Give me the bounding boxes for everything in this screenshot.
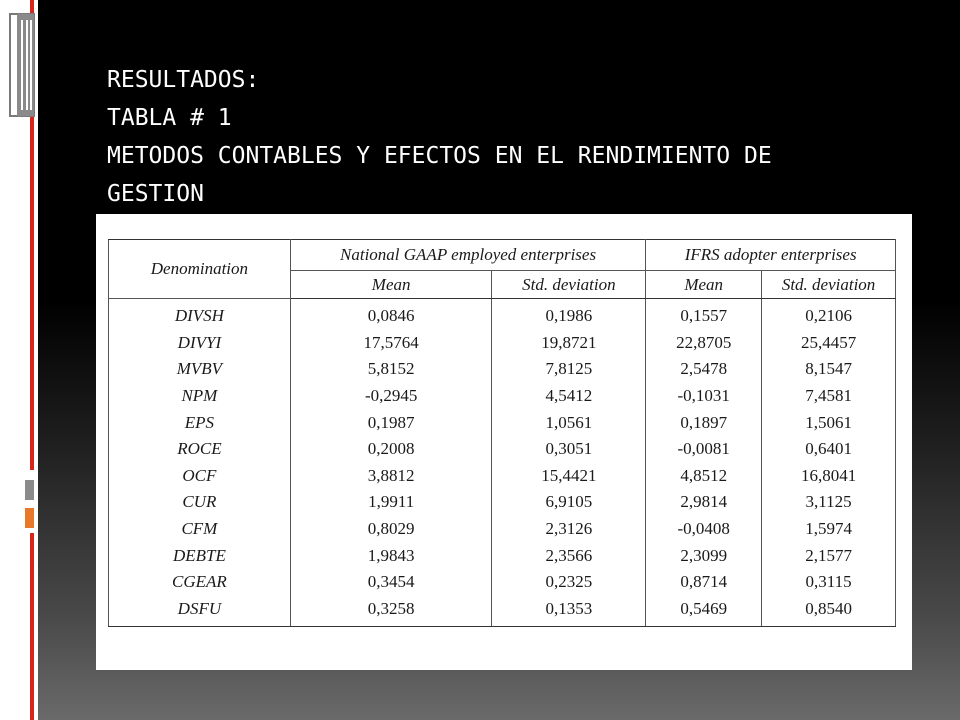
row-national-mean: 0,2008 — [290, 436, 492, 463]
document-stack-icon — [8, 10, 38, 120]
table-row — [109, 596, 896, 627]
row-denomination: DIVYI — [109, 330, 291, 357]
row-national-std: 6,9105 — [492, 489, 646, 516]
table-row — [109, 542, 896, 569]
slide-title — [107, 61, 907, 213]
row-ifrs-mean: 2,9814 — [646, 489, 762, 516]
row-national-mean: 3,8812 — [290, 463, 492, 490]
strip-gap — [30, 528, 34, 533]
row-ifrs-std: 1,5061 — [762, 409, 896, 436]
row-national-mean: 0,8029 — [290, 516, 492, 543]
row-ifrs-mean: 2,5478 — [646, 356, 762, 383]
row-national-std: 15,4421 — [492, 463, 646, 490]
row-national-mean: 0,0846 — [290, 299, 492, 330]
title-line-2: TABLA # 1 — [107, 105, 232, 131]
row-denomination: DIVSH — [109, 299, 291, 330]
row-denomination: CGEAR — [109, 569, 291, 596]
row-national-mean: 0,3454 — [290, 569, 492, 596]
row-national-std: 4,5412 — [492, 383, 646, 410]
table-row — [109, 356, 896, 383]
row-ifrs-std: 0,2106 — [762, 299, 896, 330]
row-ifrs-mean: 22,8705 — [646, 330, 762, 357]
strip-gap — [30, 500, 34, 508]
row-ifrs-std: 7,4581 — [762, 383, 896, 410]
row-national-mean: 0,3258 — [290, 596, 492, 627]
row-ifrs-std: 1,5974 — [762, 516, 896, 543]
row-ifrs-mean: 0,8714 — [646, 569, 762, 596]
row-national-mean: 0,1987 — [290, 409, 492, 436]
table-row — [109, 489, 896, 516]
table-row — [109, 436, 896, 463]
title-line-3: METODOS CONTABLES Y EFECTOS EN EL RENDIMIENTO DE — [107, 143, 772, 169]
results-table — [108, 239, 896, 627]
row-ifrs-mean: 0,1897 — [646, 409, 762, 436]
row-national-std: 0,1353 — [492, 596, 646, 627]
row-national-mean: 1,9911 — [290, 489, 492, 516]
row-ifrs-std: 2,1577 — [762, 542, 896, 569]
row-ifrs-mean: 0,1557 — [646, 299, 762, 330]
row-national-mean: 5,8152 — [290, 356, 492, 383]
row-national-std: 0,2325 — [492, 569, 646, 596]
table-row — [109, 330, 896, 357]
row-national-mean: -0,2945 — [290, 383, 492, 410]
row-national-std: 2,3126 — [492, 516, 646, 543]
header-ifrs-mean: Mean — [646, 271, 762, 299]
row-denomination: NPM — [109, 383, 291, 410]
row-national-std: 2,3566 — [492, 542, 646, 569]
accent-bar-orange — [25, 508, 34, 528]
row-ifrs-mean: 4,8512 — [646, 463, 762, 490]
table-row — [109, 409, 896, 436]
row-ifrs-std: 16,8041 — [762, 463, 896, 490]
header-denomination: Denomination — [109, 240, 291, 299]
row-denomination: OCF — [109, 463, 291, 490]
row-ifrs-mean: 2,3099 — [646, 542, 762, 569]
table-row — [109, 463, 896, 490]
header-national-mean: Mean — [290, 271, 492, 299]
title-line-4: GESTION — [107, 181, 204, 207]
header-ifrs: IFRS adopter enterprises — [646, 240, 896, 271]
row-ifrs-std: 8,1547 — [762, 356, 896, 383]
row-national-mean: 1,9843 — [290, 542, 492, 569]
row-ifrs-std: 25,4457 — [762, 330, 896, 357]
header-national-std: Std. deviation — [492, 271, 646, 299]
row-ifrs-std: 0,3115 — [762, 569, 896, 596]
row-ifrs-mean: 0,5469 — [646, 596, 762, 627]
row-denomination: CFM — [109, 516, 291, 543]
table-row — [109, 299, 896, 330]
header-ifrs-std: Std. deviation — [762, 271, 896, 299]
row-denomination: DEBTE — [109, 542, 291, 569]
row-denomination: CUR — [109, 489, 291, 516]
row-ifrs-std: 0,6401 — [762, 436, 896, 463]
title-line-1: RESULTADOS: — [107, 67, 260, 93]
row-ifrs-std: 3,1125 — [762, 489, 896, 516]
accent-bar-gray — [25, 480, 34, 500]
row-denomination: EPS — [109, 409, 291, 436]
row-national-std: 1,0561 — [492, 409, 646, 436]
table-row — [109, 569, 896, 596]
table-row — [109, 383, 896, 410]
left-decoration-strip — [0, 0, 38, 720]
row-ifrs-mean: -0,0081 — [646, 436, 762, 463]
row-denomination: ROCE — [109, 436, 291, 463]
row-ifrs-mean: -0,1031 — [646, 383, 762, 410]
row-ifrs-std: 0,8540 — [762, 596, 896, 627]
table-image-panel — [96, 214, 912, 670]
row-ifrs-mean: -0,0408 — [646, 516, 762, 543]
strip-gap — [30, 470, 34, 480]
row-national-std: 19,8721 — [492, 330, 646, 357]
row-national-mean: 17,5764 — [290, 330, 492, 357]
row-national-std: 0,1986 — [492, 299, 646, 330]
header-national-gaap: National GAAP employed enterprises — [290, 240, 645, 271]
row-national-std: 7,8125 — [492, 356, 646, 383]
row-national-std: 0,3051 — [492, 436, 646, 463]
row-denomination: DSFU — [109, 596, 291, 627]
table-row — [109, 516, 896, 543]
row-denomination: MVBV — [109, 356, 291, 383]
